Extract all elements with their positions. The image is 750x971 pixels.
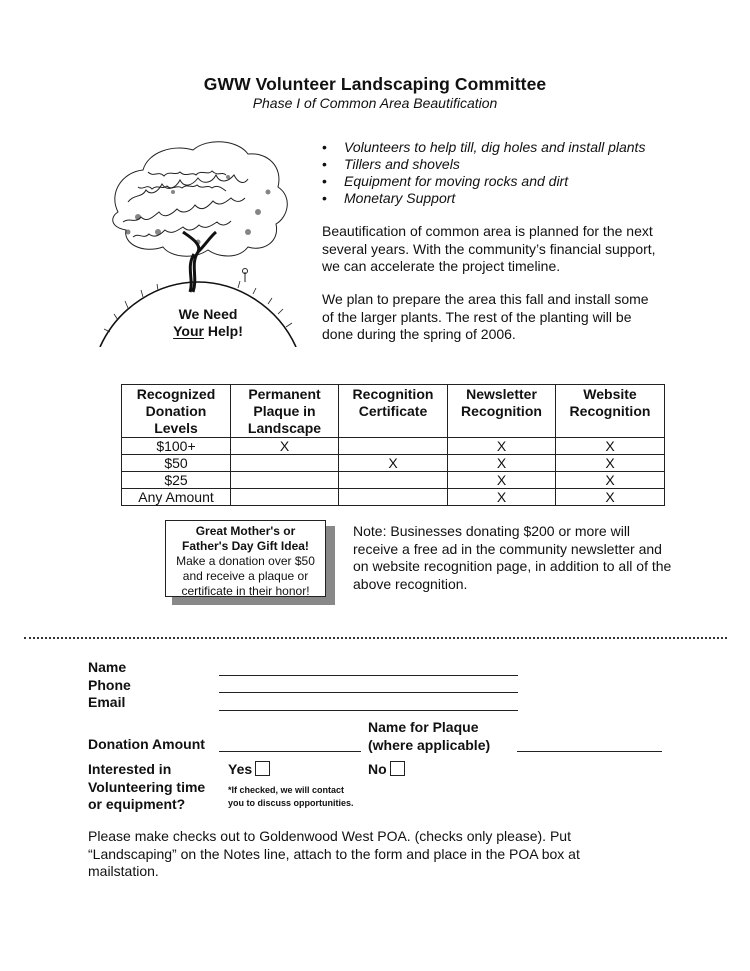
column-header: Recognized Donation Levels bbox=[122, 385, 231, 438]
yes-checkbox[interactable] bbox=[255, 761, 270, 776]
donation-amount-field[interactable] bbox=[219, 751, 361, 752]
volunteer-question-line3: or equipment? bbox=[88, 796, 186, 812]
tree-caption-emphasis: Your bbox=[173, 323, 204, 339]
table-row bbox=[122, 438, 665, 455]
list-item bbox=[322, 156, 645, 173]
column-header: Recognition Certificate bbox=[339, 385, 448, 438]
tree-caption-rest: Help! bbox=[203, 323, 243, 339]
list-item bbox=[322, 190, 645, 207]
email-field[interactable] bbox=[219, 710, 518, 711]
table-cell bbox=[339, 489, 448, 506]
bullet-icon: • bbox=[322, 139, 327, 155]
gift-box-text-line2: and receive a plaque or bbox=[182, 569, 309, 583]
table-cell bbox=[339, 438, 448, 455]
plaque-name-label-line2: (where applicable) bbox=[368, 736, 491, 753]
list-item bbox=[322, 139, 645, 156]
volunteer-question-label bbox=[88, 761, 205, 814]
table-cell bbox=[231, 455, 339, 472]
table-cell: X bbox=[448, 455, 556, 472]
list-item-text: Equipment for moving rocks and dirt bbox=[344, 173, 569, 189]
table-cell: X bbox=[448, 438, 556, 455]
table-cell: X bbox=[448, 472, 556, 489]
plan-paragraph: We plan to prepare the area this fall and install some of the larger plants. The rest of the planting will be done during the spring of 2006. bbox=[322, 291, 649, 342]
yes-option[interactable] bbox=[228, 761, 270, 779]
plaque-name-field[interactable] bbox=[517, 751, 662, 752]
table-cell: $25 bbox=[122, 472, 231, 489]
needs-list bbox=[322, 139, 645, 207]
list-item bbox=[322, 173, 645, 190]
cut-line-divider bbox=[24, 637, 727, 639]
tree-caption bbox=[148, 306, 268, 340]
phone-label: Phone bbox=[88, 677, 131, 693]
table-cell: X bbox=[556, 438, 665, 455]
volunteer-question-line2: Volunteering time bbox=[88, 778, 206, 795]
plaque-name-label bbox=[368, 719, 490, 754]
email-label: Email bbox=[88, 694, 126, 710]
column-header: Website Recognition bbox=[556, 385, 665, 438]
intro-paragraph: Beautification of common area is planned for the next several years. With the community’s financial support, we can accelerate the project timeline. bbox=[322, 223, 656, 274]
payment-instructions: Please make checks out to Goldenwood West POA. (checks only please). Put “Landscaping” on the Notes line, attach to the form and place in the POA box at mailstation. bbox=[88, 828, 580, 879]
tree-caption-line1: We Need bbox=[178, 306, 238, 322]
recognition-table bbox=[121, 384, 665, 506]
donation-amount-label: Donation Amount bbox=[88, 736, 205, 752]
gift-box-heading-line2: Father's Day Gift Idea! bbox=[182, 539, 309, 553]
table-row bbox=[122, 472, 665, 489]
volunteer-question-line1: Interested in bbox=[88, 761, 172, 777]
table-cell: X bbox=[448, 489, 556, 506]
table-cell bbox=[231, 489, 339, 506]
table-cell: $100+ bbox=[122, 438, 231, 455]
column-header: Newsletter Recognition bbox=[448, 385, 556, 438]
name-field[interactable] bbox=[219, 675, 518, 676]
table-header-row bbox=[122, 385, 665, 438]
phone-field[interactable] bbox=[219, 692, 518, 693]
name-label: Name bbox=[88, 659, 127, 675]
yes-footnote bbox=[228, 784, 354, 809]
business-note: Note: Businesses donating $200 or more will receive a free ad in the community newsletter and on website recognition page, in addition to all of the above recognition. bbox=[353, 523, 672, 592]
gift-idea-box bbox=[165, 520, 326, 597]
plaque-name-label-line1: Name for Plaque bbox=[368, 719, 479, 735]
gift-box-heading-line1: Great Mother's or bbox=[195, 524, 296, 538]
yes-footnote-line2: you to discuss opportunities. bbox=[228, 797, 354, 808]
table-cell bbox=[339, 472, 448, 489]
gift-box-text-line1: Make a donation over $50 bbox=[176, 554, 315, 568]
tree-caption-line2 bbox=[148, 323, 268, 340]
table-cell: X bbox=[556, 489, 665, 506]
no-label: No bbox=[368, 761, 387, 777]
table-row bbox=[122, 489, 665, 506]
table-cell: X bbox=[556, 472, 665, 489]
table-row bbox=[122, 455, 665, 472]
yes-footnote-line1: *If checked, we will contact bbox=[228, 785, 345, 795]
list-item-text: Volunteers to help till, dig holes and install plants bbox=[344, 139, 646, 155]
no-option[interactable] bbox=[368, 761, 405, 779]
no-checkbox[interactable] bbox=[390, 761, 405, 776]
column-header: Permanent Plaque in Landscape bbox=[231, 385, 339, 438]
list-item-text: Tillers and shovels bbox=[344, 156, 460, 172]
document-subtitle: Phase I of Common Area Beautification bbox=[252, 95, 498, 111]
table-cell: X bbox=[231, 438, 339, 455]
table-cell bbox=[231, 472, 339, 489]
table-cell: $50 bbox=[122, 455, 231, 472]
gift-box-text-line3: certificate in their honor! bbox=[181, 584, 310, 598]
yes-label: Yes bbox=[228, 761, 253, 777]
list-item-text: Monetary Support bbox=[344, 190, 456, 206]
bullet-icon: • bbox=[322, 156, 327, 172]
table-cell: X bbox=[556, 455, 665, 472]
table-cell: X bbox=[339, 455, 448, 472]
bullet-icon: • bbox=[322, 173, 327, 189]
document-title: GWW Volunteer Landscaping Committee bbox=[203, 74, 547, 94]
bullet-icon: • bbox=[322, 190, 327, 206]
table-cell: Any Amount bbox=[122, 489, 231, 506]
